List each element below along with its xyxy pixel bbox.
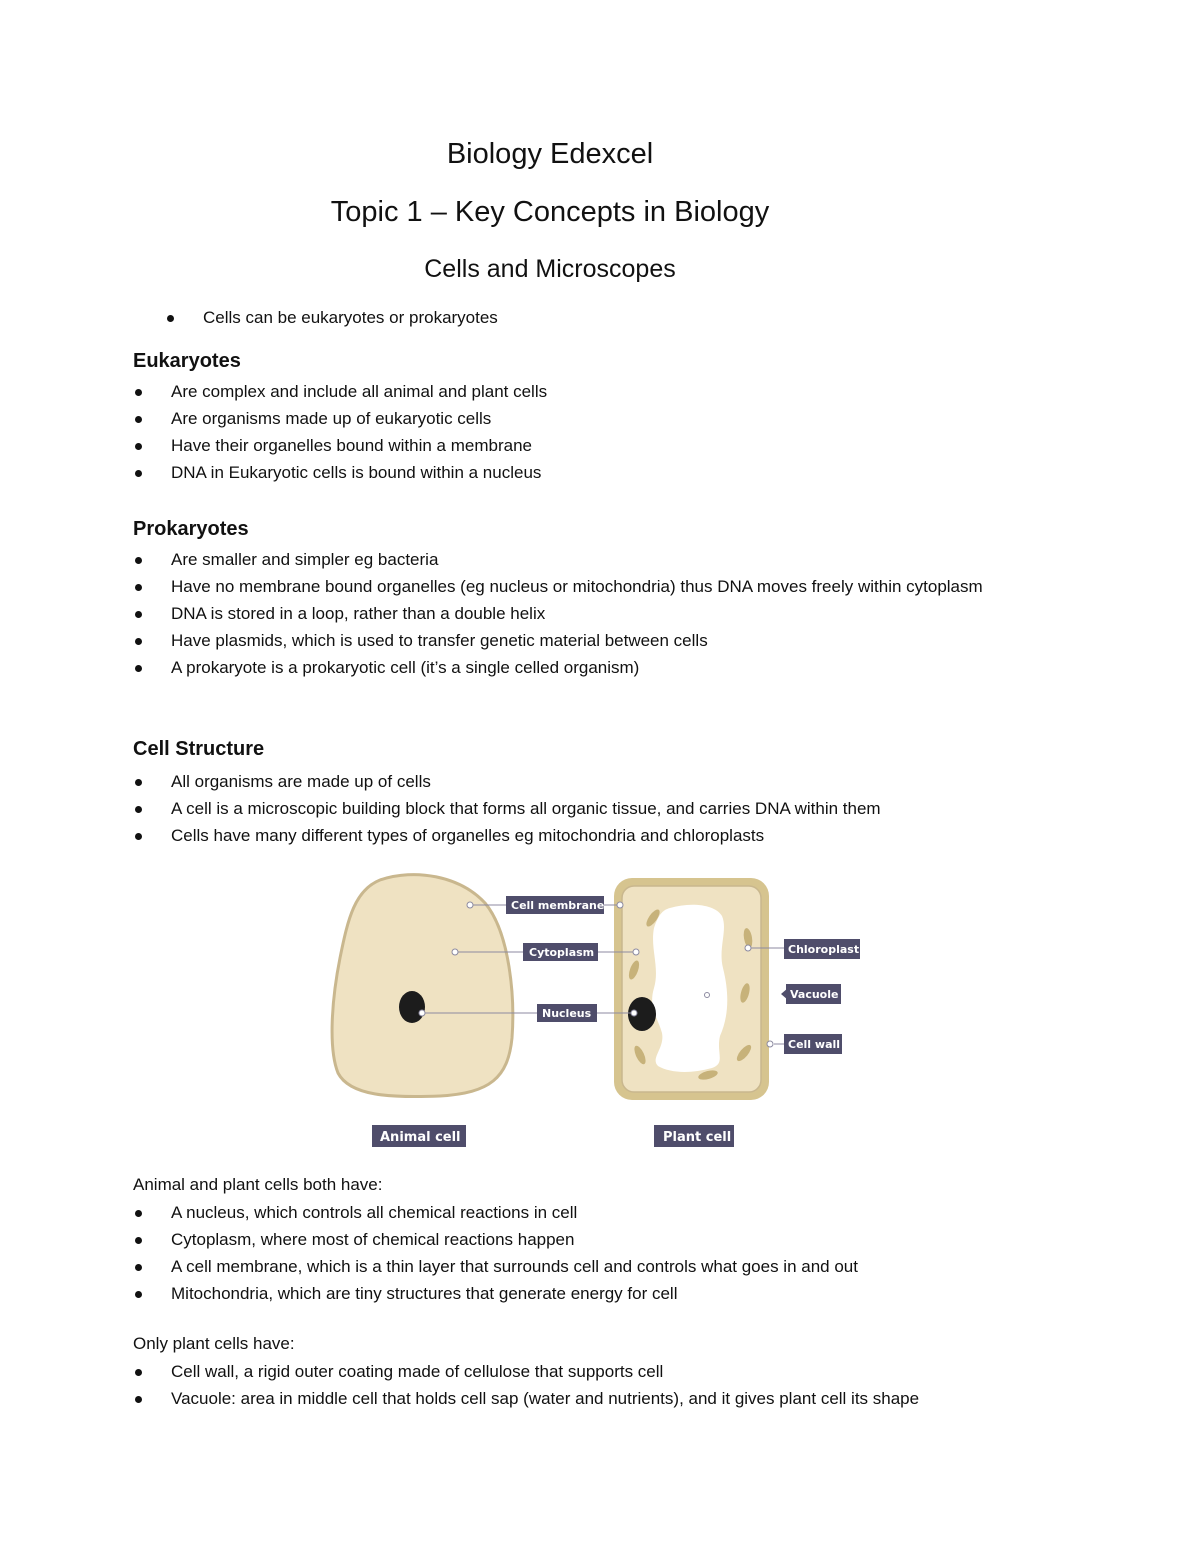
- list-item: Cell wall, a rigid outer coating made of cellulose that supports cell: [133, 1358, 1033, 1385]
- cell-wall-label: Cell wall: [788, 1038, 841, 1051]
- list-item: Have plasmids, which is used to transfer genetic material between cells: [133, 627, 1033, 654]
- eukaryotes-list: [133, 378, 1033, 486]
- list-item: Have their organelles bound within a membrane: [133, 432, 1033, 459]
- cell-diagram: [320, 868, 880, 1158]
- list-item: Cytoplasm, where most of chemical reactions happen: [133, 1226, 1033, 1253]
- list-item: Vacuole: area in middle cell that holds cell sap (water and nutrients), and it gives plant cell its shape: [133, 1385, 1033, 1412]
- list-item: Cells have many different types of organelles eg mitochondria and chloroplasts: [133, 822, 1033, 849]
- animal-cell-caption: Animal cell: [380, 1130, 461, 1145]
- list-item: All organisms are made up of cells: [133, 768, 1033, 795]
- animal-nucleus: [399, 991, 425, 1023]
- chloroplast-label: Chloroplast: [788, 943, 860, 956]
- list-item: A prokaryote is a prokaryotic cell (it’s a single celled organism): [133, 654, 1033, 681]
- list-item: Are smaller and simpler eg bacteria: [133, 546, 1033, 573]
- intro-list: [165, 304, 1065, 331]
- topic-title: Topic 1 – Key Concepts in Biology: [330, 196, 770, 228]
- cell-structure-heading: Cell Structure: [133, 738, 265, 760]
- vacuole-label: Vacuole: [790, 988, 839, 1001]
- list-item: Have no membrane bound organelles (eg nucleus or mitochondria) thus DNA moves freely within cytoplasm: [133, 573, 1001, 600]
- section-title: Cells and Microscopes: [424, 255, 676, 283]
- eukaryotes-heading: Eukaryotes: [133, 350, 241, 372]
- only-plant-heading: Only plant cells have:: [133, 1334, 295, 1353]
- cell-structure-list: [133, 768, 1033, 849]
- list-item: Are organisms made up of eukaryotic cells: [133, 405, 1033, 432]
- list-item: DNA is stored in a loop, rather than a double helix: [133, 600, 1033, 627]
- list-item: Mitochondria, which are tiny structures that generate energy for cell: [133, 1280, 1033, 1307]
- cytoplasm-label: Cytoplasm: [529, 946, 595, 959]
- only-plant-list: [133, 1358, 1033, 1412]
- list-item: DNA in Eukaryotic cells is bound within a nucleus: [133, 459, 1033, 486]
- list-item: A nucleus, which controls all chemical reactions in cell: [133, 1199, 1033, 1226]
- nucleus-label: Nucleus: [542, 1007, 592, 1020]
- document-title: Biology Edexcel: [446, 138, 654, 170]
- animal-cell: [332, 875, 513, 1097]
- prokaryotes-list: [133, 546, 1033, 681]
- cell-membrane-label: Cell membrane: [511, 899, 605, 912]
- plant-cell-caption: Plant cell: [663, 1130, 732, 1145]
- plant-vacuole: [652, 905, 727, 1072]
- list-item: A cell membrane, which is a thin layer that surrounds cell and controls what goes in and out: [133, 1253, 1033, 1280]
- list-item: A cell is a microscopic building block that forms all organic tissue, and carries DNA within them: [133, 795, 1033, 822]
- list-item: Are complex and include all animal and plant cells: [133, 378, 1033, 405]
- both-have-list: [133, 1199, 1033, 1307]
- list-item: Cells can be eukaryotes or prokaryotes: [165, 304, 1065, 331]
- both-have-heading: Animal and plant cells both have:: [133, 1175, 383, 1194]
- prokaryotes-heading: Prokaryotes: [133, 518, 249, 540]
- cell-diagram-svg: [320, 868, 880, 1158]
